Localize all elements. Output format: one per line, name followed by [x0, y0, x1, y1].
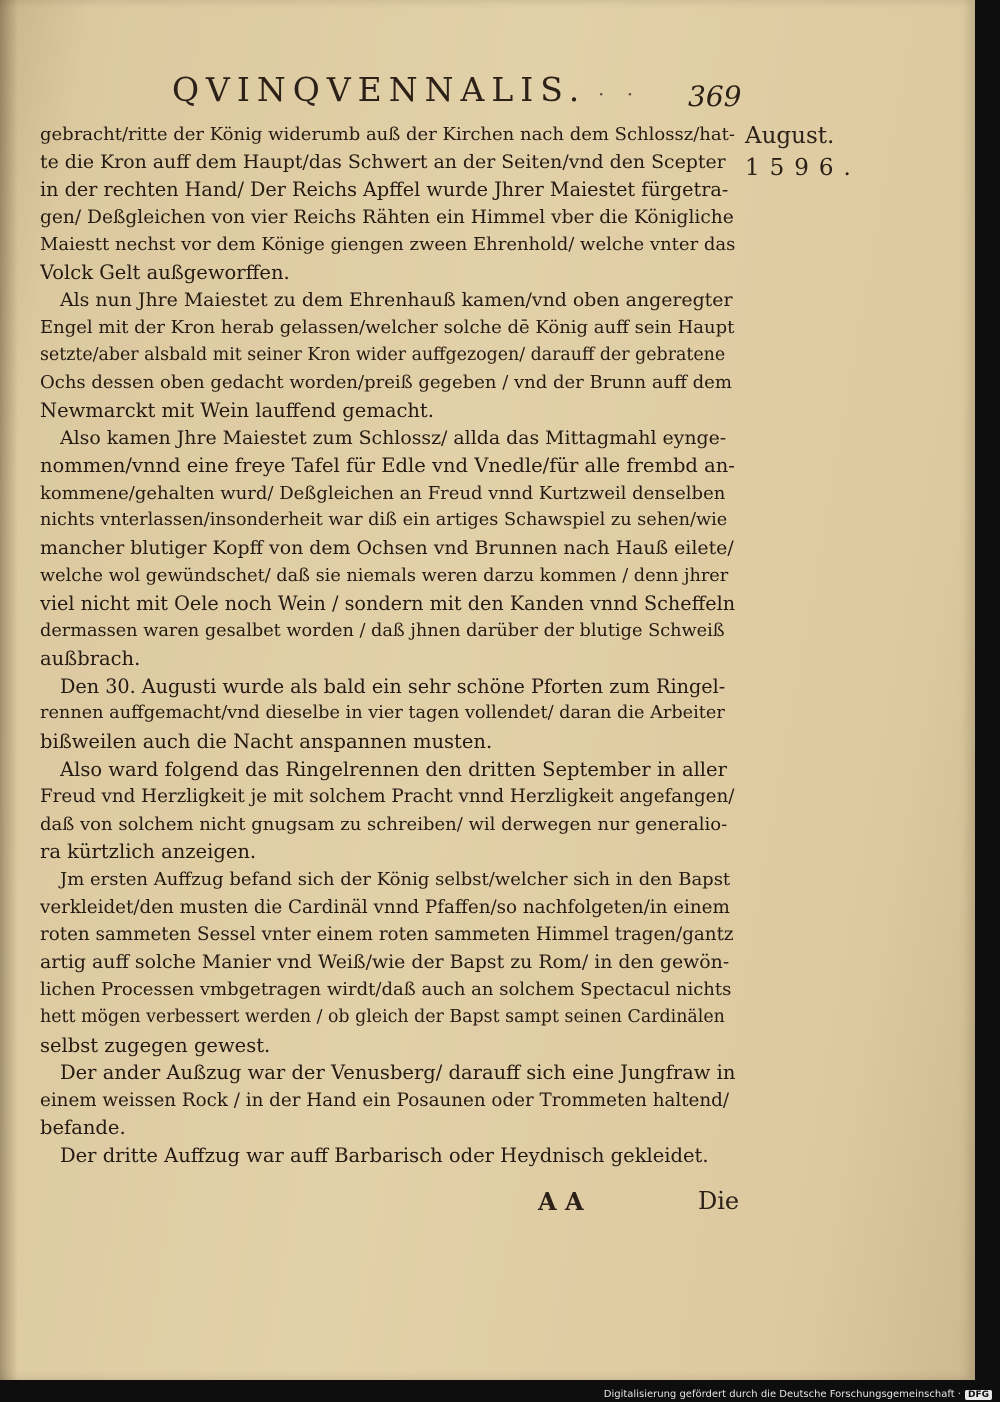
text-line: Maiestt nechst vor dem Könige giengen zween Ehrenhold/ welche vnter das [40, 234, 735, 256]
text-line: Als nun Jhre Maiestet zu dem Ehrenhauß kamen/vnd oben angeregter [60, 288, 733, 311]
text-line: befande. [40, 1116, 126, 1140]
text-line: artig auff solche Manier vnd Weiß/wie der Bapst zu Rom/ in den gewön- [40, 950, 730, 973]
margin-note [745, 120, 861, 184]
text-line: viel nicht mit Oele noch Wein / sondern mit den Kanden vnnd Scheffeln [40, 592, 735, 616]
body-text [40, 121, 735, 1170]
text-line: mancher blutiger Kopff von dem Ochsen vnd Brunnen nach Hauß eilete/ [40, 536, 734, 559]
text-line: Der dritte Auffzug war auff Barbarisch oder Heydnisch gekleidet. [60, 1143, 709, 1167]
text-line: einem weissen Rock / in der Hand ein Posaunen oder Trommeten haltend/ [40, 1089, 730, 1111]
text-line: setzte/aber alsbald mit seiner Kron wider auffgezogen/ darauff der gebratene [40, 344, 726, 365]
text-line: Freud vnd Herzligkeit je mit solchem Pracht vnnd Herzligkeit angefangen/ [40, 786, 735, 808]
text-line: welche wol gewündschet/ daß sie niemals weren darzu kommen / denn jhrer [40, 565, 729, 586]
text-line: Den 30. Augusti wurde als bald ein sehr schöne Pforten zum Ringel- [60, 674, 726, 698]
text-line: ra kürtzlich anzeigen. [40, 840, 257, 864]
signature-mark: A A [538, 1187, 584, 1216]
funding-note: Digitalisierung gefördert durch die Deutsche Forschungsgemeinschaft · [603, 1389, 961, 1400]
text-line: nommen/vnnd eine freye Tafel für Edle vnd Vnedle/für alle frembd an- [40, 454, 735, 478]
text-line: außbrach. [40, 647, 141, 671]
text-line: roten sammeten Sessel vnter einem roten sammeten Himmel tragen/gantz [40, 924, 734, 946]
text-line: nichts vnterlassen/insonderheit war diß ein artiges Schawspiel zu sehen/wie [40, 510, 728, 531]
text-line: Also ward folgend das Ringelrennen den dritten September in aller [60, 757, 727, 781]
catchword: Die [698, 1187, 740, 1215]
text-line: Newmarckt mit Wein lauffend gemacht. [40, 398, 434, 422]
footer-credit [604, 1389, 992, 1400]
text-line: verkleidet/den musten die Cardinäl vnnd Pfaffen/so nachfolgeten/in einem [40, 896, 730, 918]
text-line: bißweilen auch die Nacht anspannen musten. [40, 730, 493, 754]
text-line: Der ander Außzug war der Venusberg/ darauff sich eine Jungfraw in [60, 1061, 735, 1085]
text-line: gen/ Deßgleichen von vier Reichs Rähten ein Himmel vber die Königliche [40, 206, 734, 228]
text-line: in der rechten Hand/ Der Reichs Apffel wurde Jhrer Maiestet fürgetra- [40, 178, 729, 202]
text-line: Jm ersten Auffzug befand sich der König selbst/welcher sich in den Bapst [60, 869, 731, 891]
text-line: gebracht/ritte der König widerumb auß der Kirchen nach dem Schlossz/hat- [40, 124, 735, 145]
margin-month: August. [745, 123, 835, 149]
running-title: QVINQVENNALIS. [172, 70, 587, 109]
text-line: hett mögen verbessert werden / ob gleich der Bapst sampt seinen Cardinälen [40, 1007, 725, 1027]
text-line: rennen auffgemacht/vnd dieselbe in vier tagen vollendet/ daran die Arbeiter [40, 703, 725, 724]
text-line: selbst zugegen gewest. [40, 1033, 271, 1057]
header-ornament: · · [598, 82, 642, 106]
text-line: Engel mit der Kron herab gelassen/welcher solche dē König auff sein Haupt [40, 317, 735, 339]
text-line: te die Kron auff dem Haupt/das Schwert an der Seiten/vnd den Scepter [40, 150, 726, 173]
margin-year: 1596. [745, 155, 861, 181]
text-line: Ochs dessen oben gedacht worden/preiß gegeben / vnd der Brunn auff dem [40, 372, 732, 394]
text-line: Also kamen Jhre Maiestet zum Schlossz/ allda das Mittagmahl eynge- [60, 426, 727, 449]
text-line: lichen Processen vmbgetragen wirdt/daß auch an solchem Spectacul nichts [40, 979, 732, 1001]
dfg-logo-icon: DFG [965, 1390, 992, 1400]
text-line: kommene/gehalten wurd/ Deßgleichen an Freud vnnd Kurtzweil denselben [40, 482, 726, 504]
text-line: Volck Gelt außgeworffen. [40, 260, 290, 284]
text-line: daß von solchem nicht gnugsam zu schreiben/ wil derwegen nur generalio- [40, 813, 728, 835]
text-line: dermassen waren gesalbet worden / daß jhnen darüber der blutige Schweiß [40, 620, 725, 641]
page-number: 369 [688, 80, 742, 113]
